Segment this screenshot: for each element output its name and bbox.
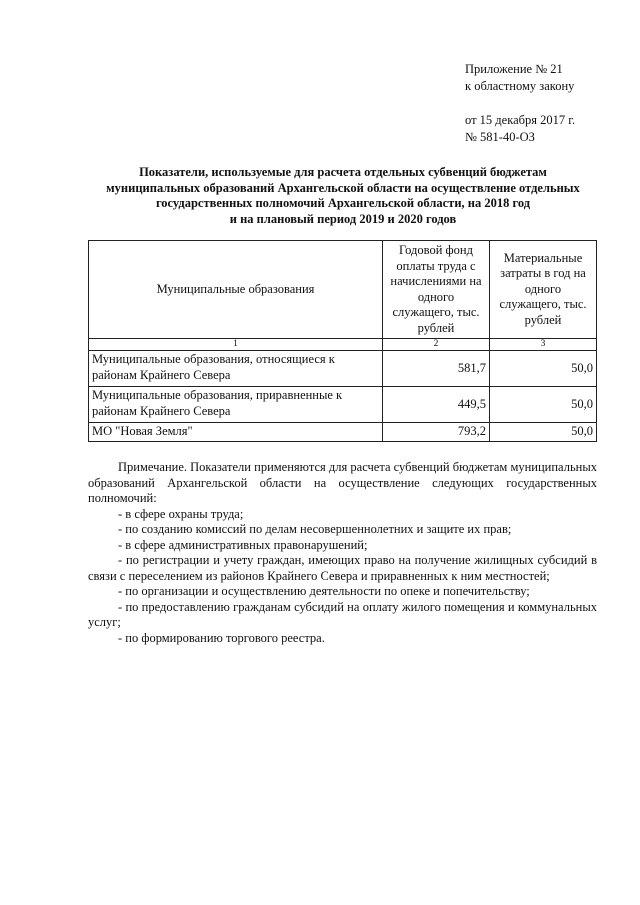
note-item: - по предоставлению гражданам субсидий на оплату жилого помещения и коммунальных услуг; [88,599,597,629]
table-row [89,351,597,387]
note-item: - по организации и осуществлению деятельности по опеке и попечительству; [118,584,530,598]
title-line: муниципальных образований Архангельской области на осуществление отдельных [106,180,580,195]
table-row [89,423,597,442]
note-item: - по созданию комиссий по делам несовершеннолетних и защите их прав; [118,522,512,536]
row-material-costs: 50,0 [490,423,597,442]
law-number: № 581-40-ОЗ [465,129,535,144]
title-line: Показатели, используемые для расчета отдельных субвенций бюджетам [139,165,547,179]
law-date: от 15 декабря 2017 г. [465,113,576,127]
note-item: - в сфере охраны труда; [118,506,244,521]
row-material-costs: 50,0 [490,387,597,423]
note-intro: Примечание. Показатели применяются для расчета субвенций бюджетам муниципальных образований Архангельской области на осуществление следующих государственных полномочий: [88,460,597,505]
column-header-municipality: Муниципальные образования [89,241,383,339]
row-wage-fund: 793,2 [383,423,490,442]
appendix-number: Приложение № 21 [465,62,563,76]
note-item: - по регистрации и учету граждан, имеющих право на получение жилищных субсидий в связи с переселением из районов Крайнего Севера и приравненных к ним местностей; [88,553,597,583]
column-number: 2 [383,339,490,351]
row-municipality: МО "Новая Земля" [89,423,383,442]
row-wage-fund: 581,7 [383,351,490,387]
document-title [88,165,598,227]
table-row [89,387,597,423]
indicators-table [88,240,597,442]
table-header-row [89,241,597,339]
title-line: государственных полномочий Архангельской области, на 2018 год [155,196,531,210]
row-municipality: Муниципальные образования, относящиеся к районам Крайнего Севера [89,351,383,387]
appendix-law-ref: к областному закону [465,78,575,93]
row-municipality: Муниципальные образования, приравненные к районам Крайнего Севера [89,387,383,423]
row-wage-fund: 449,5 [383,387,490,423]
appendix-header [465,61,575,145]
column-header-material-costs: Материальные затраты в год на одного служащего, тыс. рублей [490,241,597,339]
row-material-costs: 50,0 [490,351,597,387]
note-section [88,460,597,646]
title-line: и на плановый период 2019 и 2020 годов [229,211,457,226]
column-header-wage-fund: Годовой фонд оплаты труда с начислениями на одного служащего, тыс. рублей [383,241,490,339]
column-number-row [89,339,597,351]
note-item: - по формированию торгового реестра. [118,630,325,645]
column-number: 1 [89,339,383,351]
column-number: 3 [490,339,597,351]
note-item: - в сфере административных правонарушений; [118,537,368,552]
